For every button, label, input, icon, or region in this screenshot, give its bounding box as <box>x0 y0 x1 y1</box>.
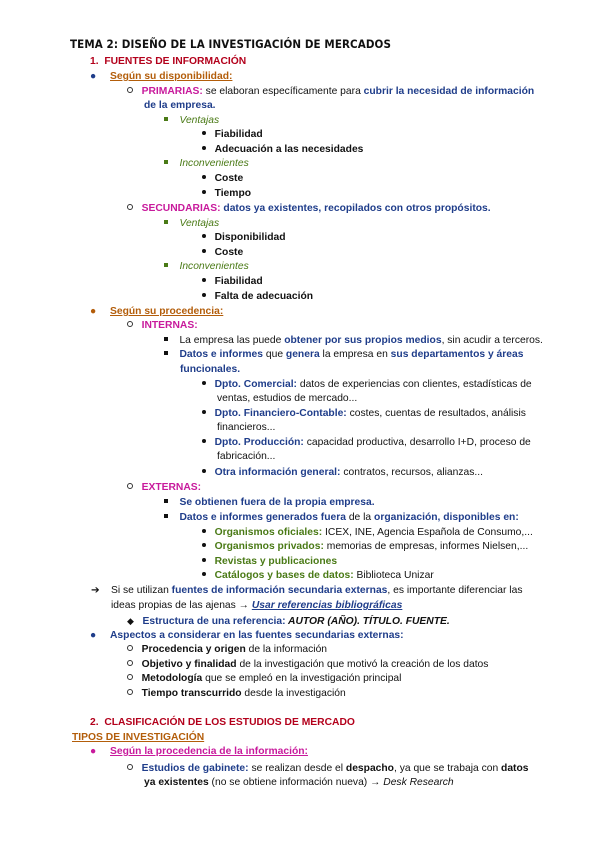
bullet-dot-icon <box>202 190 206 194</box>
secundarias-text: datos ya existentes, recopilados con otros propósitos. <box>220 203 491 214</box>
dept-text: datos de experiencias con clientes, estadísticas de <box>296 379 532 390</box>
section-2-number: 2. <box>90 717 99 728</box>
text-bold: ya existentes <box>144 777 209 788</box>
procedencia-label: Según su procedencia: <box>110 306 224 317</box>
bullet-dot-icon <box>202 572 206 576</box>
list-item-label: Tiempo <box>214 188 252 199</box>
text: de la <box>345 512 375 523</box>
text: ideas propias de las ajenas → <box>111 600 252 611</box>
bullet-dot-icon <box>202 543 206 547</box>
aspects-label: Aspectos a considerar en las fuentes secundarias externas: <box>110 630 404 641</box>
list-item-label: Disponibilidad <box>214 232 286 243</box>
text: , sin acudir a terceros. <box>441 335 543 346</box>
aspect-item <box>127 687 600 701</box>
primarias-text: se elaboran específicamente para <box>202 86 364 97</box>
dept-label: Otra información general: <box>214 467 341 478</box>
bullet-dot-icon <box>202 175 206 179</box>
disponibilidad-heading <box>90 70 600 84</box>
text: se realizan desde el <box>248 763 346 774</box>
aspect-item <box>127 643 600 657</box>
dept-cont: ventas, estudios de mercado... <box>217 393 358 404</box>
procedencia-heading <box>90 305 600 319</box>
bullet-dot-icon <box>202 249 206 253</box>
square-bullet-icon <box>164 351 168 355</box>
dept-item <box>202 466 600 480</box>
aspect-bold: Metodología <box>141 673 203 684</box>
list-item <box>202 143 600 157</box>
square-bullet-icon <box>164 337 168 341</box>
secundarias-label: SECUNDARIAS: <box>141 203 221 214</box>
aspect-item <box>127 672 600 686</box>
list-item-label: Fiabilidad <box>214 129 263 140</box>
hollow-circle-icon <box>127 674 133 680</box>
primarias-bold: cubrir la necesidad de información <box>363 86 535 97</box>
list-item <box>202 275 600 289</box>
ventajas-label: Ventajas <box>179 115 220 126</box>
square-bullet-icon <box>164 117 168 121</box>
bullet-dot-icon <box>202 381 206 385</box>
text: La empresa las puede <box>179 335 285 346</box>
bullet-dot-icon <box>202 146 206 150</box>
org-text: ICEX, INE, Agencia Española de Consumo,... <box>322 527 533 538</box>
hollow-circle-icon <box>127 204 133 210</box>
text: (no se obtiene información nueva) → <box>208 777 384 788</box>
bullet-dot-icon <box>202 234 206 238</box>
text: que <box>263 349 286 360</box>
text-bold: despacho <box>345 763 394 774</box>
dept-cont: fabricación... <box>217 451 276 462</box>
list-item <box>202 231 600 245</box>
list-item-label: Fiabilidad <box>214 276 263 287</box>
bullet-dot-icon <box>202 293 206 297</box>
bullet-dot-icon <box>202 558 206 562</box>
org-item <box>202 555 600 569</box>
tipos-heading: TIPOS DE INVESTIGACIÓN <box>72 732 205 743</box>
dept-item <box>202 407 600 421</box>
org-label: Revistas y publicaciones <box>214 556 338 567</box>
aspect-text: desde la investigación <box>241 688 346 699</box>
bullet-dot-icon <box>202 439 206 443</box>
externas-line <box>127 481 600 495</box>
text-bold: datos <box>501 763 529 774</box>
internas-label: INTERNAS: <box>141 320 198 331</box>
text-italic: Desk Research <box>383 777 454 788</box>
note-line <box>91 584 600 598</box>
text-bold: obtener por sus propios medios <box>284 335 442 346</box>
internas-item-1 <box>164 334 600 348</box>
square-bullet-icon <box>164 514 168 518</box>
bullet-dot-icon <box>202 469 206 473</box>
dept-text: capacidad productiva, desarrollo I+D, proceso de <box>303 437 531 448</box>
arrow-bullet-icon: ➔ <box>91 585 100 596</box>
dept-label: Dpto. Producción: <box>214 437 304 448</box>
org-label: Catálogos y bases de datos: <box>214 570 354 581</box>
section-1-title: FUENTES DE INFORMACIÓN <box>104 56 247 67</box>
inconvenientes-label: Inconvenientes <box>179 261 249 272</box>
bullet-dot-icon <box>202 278 206 282</box>
externas-item-1 <box>164 496 600 510</box>
aspect-bold: Procedencia y origen <box>141 644 246 655</box>
aspect-bold: Objetivo y finalidad <box>141 659 237 670</box>
list-item-label: Adecuación a las necesidades <box>214 144 364 155</box>
text-bold: fuentes de información secundaria externas <box>171 585 388 596</box>
internas-item-2-cont: funcionales. <box>180 364 241 375</box>
dept-text: contratos, recursos, alianzas... <box>340 467 483 478</box>
dept-label: Dpto. Financiero-Contable: <box>214 408 347 419</box>
disponibilidad-label: Según su disponibilidad: <box>110 71 233 82</box>
internas-item-2 <box>164 348 600 362</box>
text: , es importante diferenciar las <box>387 585 523 596</box>
dept-cont: financieros... <box>217 422 276 433</box>
text-bold: Se obtienen fuera de la propia empresa. <box>179 497 375 508</box>
text-bold: Datos e informes <box>179 349 263 360</box>
primarias-line <box>127 85 600 99</box>
externas-label: EXTERNAS: <box>141 482 202 493</box>
section-1-number: 1. <box>90 56 99 67</box>
aspect-item <box>127 658 600 672</box>
list-item <box>202 128 600 142</box>
primarias-cont: de la empresa. <box>144 100 216 111</box>
org-item <box>202 540 600 554</box>
text: la empresa en <box>319 349 391 360</box>
page-title: TEMA 2: DISEÑO DE LA INVESTIGACIÓN DE MERCADOS <box>70 37 391 51</box>
dept-text: costes, cuentas de resultados, análisis <box>346 408 526 419</box>
hollow-circle-icon <box>127 645 133 651</box>
hollow-circle-icon <box>127 660 133 666</box>
text-bold: organización, disponibles en: <box>374 512 519 523</box>
hollow-circle-icon <box>127 483 133 489</box>
note-line-cont <box>111 599 600 613</box>
gabinete-cont <box>144 776 600 790</box>
bullet-dot-icon <box>202 529 206 533</box>
section-2-heading <box>90 716 600 730</box>
list-item <box>202 172 600 186</box>
text-bold: Estructura de una referencia: <box>142 616 286 627</box>
prim-ventajas <box>164 114 600 128</box>
org-text: Biblioteca Unizar <box>353 570 434 581</box>
gabinete-line <box>127 762 600 776</box>
tipos-sub <box>90 745 600 759</box>
aspects-heading <box>90 629 600 643</box>
bullet-dot-icon: ● <box>90 71 97 82</box>
reference-structure <box>127 614 600 629</box>
org-item <box>202 569 600 583</box>
sec-ventajas <box>164 217 600 231</box>
list-item-label: Falta de adecuación <box>214 291 314 302</box>
text: , ya que se trabaja con <box>393 763 502 774</box>
square-bullet-icon <box>164 263 168 267</box>
aspect-bold: Tiempo transcurrido <box>141 688 242 699</box>
bullet-dot-icon <box>202 410 206 414</box>
square-bullet-icon <box>164 220 168 224</box>
text-bold-italic: AUTOR (AÑO). TÍTULO. FUENTE. <box>285 616 450 627</box>
bullet-dot-icon: ● <box>90 630 97 641</box>
gabinete-label: Estudios de gabinete: <box>141 763 249 774</box>
org-label: Organismos privados: <box>214 541 324 552</box>
prim-inconvenientes <box>164 157 600 171</box>
externas-item-2 <box>164 511 600 525</box>
inconvenientes-label: Inconvenientes <box>179 158 249 169</box>
list-item-label: Coste <box>214 247 244 258</box>
list-item <box>202 187 600 201</box>
ventajas-label: Ventajas <box>179 218 220 229</box>
list-item-label: Coste <box>214 173 244 184</box>
bullet-dot-icon <box>202 131 206 135</box>
text-bold: Datos e informes generados fuera <box>179 512 346 523</box>
text: Si se utilizan <box>111 585 172 596</box>
diamond-bullet-icon: ◆ <box>127 616 134 626</box>
aspect-text: de la información <box>245 644 328 655</box>
dept-item <box>202 436 600 450</box>
dept-item <box>202 378 600 392</box>
hollow-circle-icon <box>127 689 133 695</box>
aspect-text: de la investigación que motivó la creación de los datos <box>236 659 489 670</box>
org-label: Organismos oficiales: <box>214 527 323 538</box>
list-item <box>202 246 600 260</box>
list-item <box>202 290 600 304</box>
aspect-text: que se empleó en la investigación principal <box>202 673 402 684</box>
sec-inconvenientes <box>164 260 600 274</box>
text-bold: genera <box>285 349 320 360</box>
internas-line <box>127 319 600 333</box>
org-item <box>202 526 600 540</box>
square-bullet-icon <box>164 160 168 164</box>
text-bold: sus departamentos y áreas <box>390 349 524 360</box>
square-bullet-icon <box>164 499 168 503</box>
bullet-dot-icon: ● <box>90 746 97 757</box>
hollow-circle-icon <box>127 87 133 93</box>
bullet-dot-icon: ● <box>90 306 97 317</box>
tipos-sub-label: Según la procedencia de la información: <box>110 746 308 757</box>
section-1-heading <box>90 55 600 69</box>
hollow-circle-icon <box>127 321 133 327</box>
hollow-circle-icon <box>127 764 133 770</box>
section-2-title: CLASIFICACIÓN DE LOS ESTUDIOS DE MERCADO <box>104 717 355 728</box>
secundarias-line <box>127 202 600 216</box>
org-text: memorias de empresas, informes Nielsen,... <box>323 541 529 552</box>
primarias-label: PRIMARIAS: <box>141 86 203 97</box>
dept-label: Dpto. Comercial: <box>214 379 297 390</box>
referencias-link[interactable]: Usar referencias bibliográficas <box>251 600 403 611</box>
